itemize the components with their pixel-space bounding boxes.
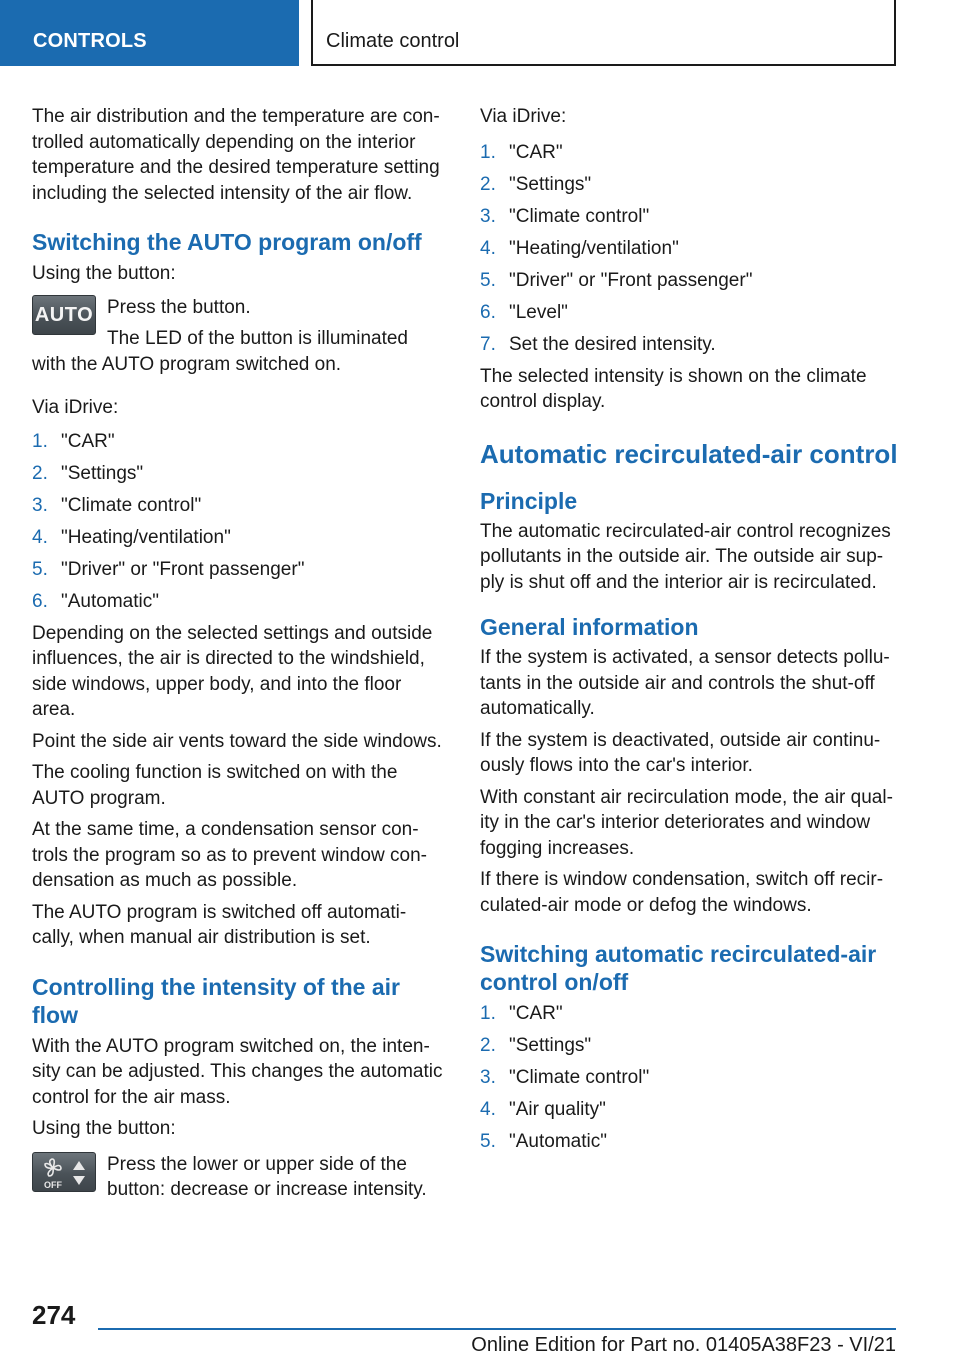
- led-text-content: The LED of the button is illuminated with the AUTO program switched on.: [32, 328, 409, 375]
- fan-intensity-button-icon: [32, 1152, 96, 1192]
- list-item: [480, 172, 898, 197]
- step-text: "Driver" or "Front passenger": [61, 558, 305, 580]
- footer-divider: [98, 1328, 896, 1330]
- depending-paragraph: Depending on the selected settings and outside influences, the air is directed to the windshield, side windows, upper body, and into the floor area.: [32, 622, 433, 720]
- section-tab: [0, 0, 299, 66]
- step-number: 6.: [32, 590, 48, 612]
- step-text: "Heating/ventilation": [61, 526, 231, 548]
- list-item: [480, 1001, 898, 1026]
- recirculated-air-heading: Automatic recirculated-air control: [480, 438, 898, 469]
- list-item: [480, 332, 898, 357]
- list-item: [32, 525, 447, 550]
- right-column: [480, 104, 898, 1161]
- using-button-label-2: Using the button:: [32, 1118, 176, 1139]
- switching-recirculated-air-heading: Switching automatic recirculated-air control on/off: [480, 941, 877, 995]
- edition-text: Online Edition for Part no. 01405A38F23 - VI/21: [471, 1334, 896, 1356]
- principle-heading: Principle: [480, 487, 578, 514]
- step-number: 3.: [480, 205, 496, 227]
- list-item: [32, 589, 447, 614]
- step-text: "Climate control": [509, 205, 650, 227]
- fan-icon: [33, 1153, 97, 1193]
- list-item: [32, 461, 447, 486]
- list-item: [480, 236, 898, 261]
- step-number: 1.: [480, 1003, 496, 1024]
- step-number: 3.: [480, 1067, 496, 1088]
- intensity-heading: Controlling the intensity of the air flow: [32, 973, 400, 1028]
- chapter-frame: [311, 0, 896, 66]
- step-text: "Heating/ventilation": [509, 237, 679, 259]
- step-text: "CAR": [509, 1003, 563, 1024]
- step-text: "Automatic": [61, 590, 159, 612]
- intensity-shown-paragraph: The selected intensity is shown on the climate control display.: [480, 365, 867, 412]
- list-item: [480, 1129, 898, 1154]
- deactivated-paragraph: If the system is deactivated, outside air continu-ously flows into the car's interior.: [480, 729, 881, 776]
- window-condensation-paragraph: If there is window condensation, switch off recir-culated-air mode or defog the windows.: [480, 869, 884, 916]
- step-text: Set the desired intensity.: [509, 333, 716, 355]
- using-button-label: Using the button:: [32, 263, 176, 284]
- intensity-steps-list: [480, 140, 898, 357]
- step-text: "CAR": [509, 141, 563, 163]
- step-text: "Settings": [509, 1035, 592, 1056]
- step-number: 5.: [480, 269, 496, 291]
- auto-steps-list: [32, 429, 447, 614]
- step-number: 1.: [480, 141, 496, 163]
- recirculation-steps-list: [480, 1001, 898, 1154]
- step-text: "Driver" or "Front passenger": [509, 269, 753, 291]
- list-item: [480, 140, 898, 165]
- step-number: 4.: [480, 1099, 496, 1120]
- auto-off-paragraph: The AUTO program is switched off automati-cally, when manual air distribution is set.: [32, 901, 407, 948]
- fan-button-off-label: OFF: [44, 1179, 62, 1190]
- step-number: 5.: [32, 558, 48, 580]
- principle-paragraph: The automatic recirculated-air control recognizes pollutants in the outside air. The outside air sup-ply is shut off and the interior air is recirculated.: [480, 520, 891, 593]
- step-number: 6.: [480, 301, 496, 323]
- cooling-paragraph: The cooling function is switched on with the AUTO program.: [32, 762, 398, 809]
- step-number: 1.: [32, 430, 48, 452]
- step-number: 2.: [32, 462, 48, 484]
- list-item: [32, 429, 447, 454]
- step-number: 7.: [480, 333, 496, 355]
- list-item: [480, 1065, 898, 1090]
- constant-recirculation-paragraph: With constant air recirculation mode, the air qual-ity in the car's interior deteriorates and window fogging increases.: [480, 786, 893, 859]
- left-column: [32, 104, 447, 1209]
- via-idrive-label: Via iDrive:: [32, 397, 119, 418]
- list-item: [480, 1097, 898, 1122]
- step-text: "Climate control": [61, 494, 202, 516]
- step-text: "Climate control": [509, 1067, 650, 1088]
- via-idrive-label-right: Via iDrive:: [480, 106, 567, 127]
- step-number: 5.: [480, 1131, 496, 1152]
- step-number: 4.: [32, 526, 48, 548]
- section-title: CONTROLS: [33, 30, 147, 52]
- page-number: 274: [32, 1300, 76, 1330]
- auto-program-heading: Switching the AUTO program on/off: [32, 229, 422, 255]
- condensation-paragraph: At the same time, a condensation sensor con-trols the program so as to prevent window con-densation as much as possible.: [32, 819, 427, 891]
- general-information-heading: General information: [480, 614, 699, 640]
- list-item: [480, 1033, 898, 1058]
- step-number: 2.: [480, 1035, 496, 1056]
- list-item: [32, 493, 447, 518]
- list-item: [32, 557, 447, 582]
- step-text: "Settings": [509, 173, 592, 195]
- step-text: "Automatic": [509, 1131, 607, 1152]
- auto-button-icon: [32, 295, 96, 335]
- intro-paragraph: The air distribution and the temperature are con-trolled automatically depending on the interior temperature and the desired temperature setting including the selected intensity of the air flow.: [32, 106, 440, 204]
- activated-paragraph: If the system is activated, a sensor detects pollu-tants in the outside air and controls the shut-off automatically.: [480, 647, 890, 719]
- auto-button-label: AUTO: [34, 303, 94, 326]
- list-item: [480, 204, 898, 229]
- step-text: "Air quality": [509, 1099, 606, 1120]
- step-text: "Level": [509, 301, 568, 323]
- step-text: "Settings": [61, 462, 144, 484]
- chapter-title: Climate control: [326, 30, 460, 52]
- fan-button-row: [32, 1152, 447, 1203]
- list-item: [480, 300, 898, 325]
- auto-button-row: [32, 295, 447, 378]
- press-lower-upper-text: Press the lower or upper side of the button: decrease or increase intensity.: [107, 1153, 427, 1200]
- intensity-paragraph: With the AUTO program switched on, the inten-sity can be adjusted. This changes the automatic control for the air mass.: [32, 1035, 443, 1108]
- press-button-text: Press the button.: [107, 296, 251, 318]
- step-number: 4.: [480, 237, 496, 259]
- list-item: [480, 268, 898, 293]
- step-number: 2.: [480, 173, 496, 195]
- step-number: 3.: [32, 494, 48, 516]
- vents-paragraph: Point the side air vents toward the side windows.: [32, 730, 442, 752]
- step-text: "CAR": [61, 430, 115, 452]
